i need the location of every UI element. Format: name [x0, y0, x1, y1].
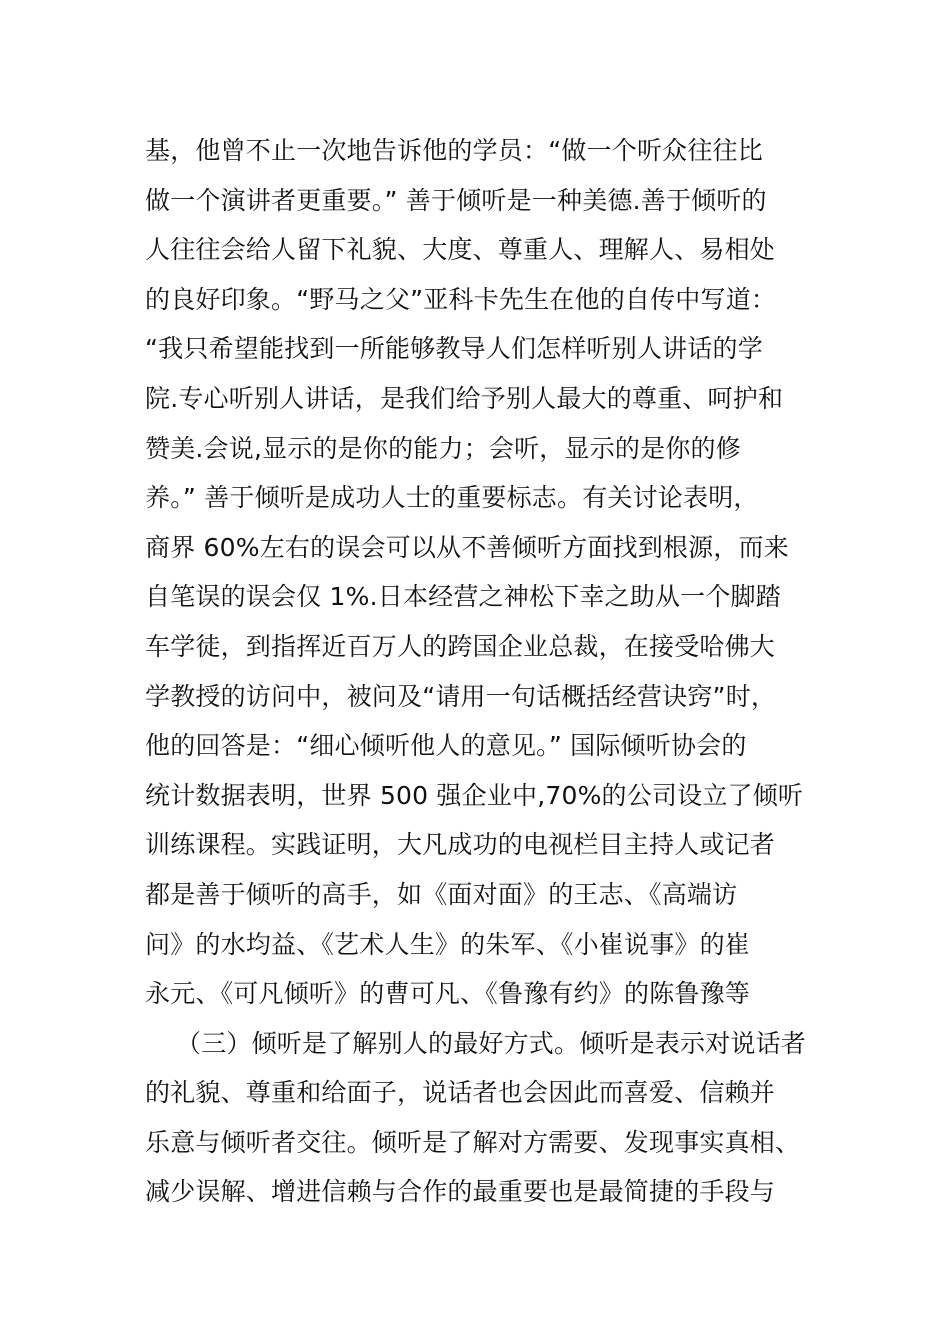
text-line: 赞美.会说,显示的是你的能力；会听，显示的是你的修	[145, 433, 741, 463]
text-line: 院.专心听别人讲话，是我们给予别人最大的尊重、呵护和	[145, 383, 784, 413]
text-line: 的良好印象。“野马之父”亚科卡先生在他的自传中写道：	[145, 284, 777, 314]
text-line: 学教授的访问中，被问及“请用一句话概括经营诀窍”时，	[145, 681, 777, 711]
text-line: 统计数据表明，世界 500 强企业中,70%的公司设立了倾听	[145, 780, 804, 810]
text-line: 人往往会给人留下礼貌、大度、尊重人、理解人、易相处	[145, 235, 776, 265]
text-line: 问》的水均益、《艺术人生》的朱军、《小崔说事》的崔	[145, 929, 751, 959]
text-line: 训练课程。实践证明，大凡成功的电视栏目主持人或记者	[145, 830, 776, 860]
text-line: 都是善于倾听的高手，如《面对面》的王志、《高端访	[145, 879, 738, 909]
text-line: 的礼貌、尊重和给面子，说话者也会因此而喜爱、信赖并	[145, 1078, 776, 1108]
text-line: 养。” 善于倾听是成功人士的重要标志。有关讨论表明，	[145, 483, 759, 513]
text-line: 永元、《可凡倾听》的曹可凡、《鲁豫有约》的陈鲁豫等	[145, 979, 751, 1009]
text-line: “我只希望能找到一所能够教导人们怎样听别人讲话的学	[145, 334, 763, 364]
text-line: 他的回答是：“细心倾听他人的意见。” 国际倾听协会的	[145, 731, 747, 761]
text-line: 乐意与倾听者交往。倾听是了解对方需要、发现事实真相、	[145, 1127, 801, 1157]
text-line: 车学徒，到指挥近百万人的跨国企业总裁，在接受哈佛大	[145, 631, 776, 661]
text-line: 商界 60%左右的误会可以从不善倾听方面找到根源，而来	[145, 532, 789, 562]
text-line: 减少误解、增进信赖与合作的最重要也是最简捷的手段与	[145, 1177, 776, 1207]
body-text	[145, 126, 825, 1217]
text-line: 做一个演讲者更重要。” 善于倾听是一种美德.善于倾听的	[145, 185, 767, 215]
text-line: 基，他曾不止一次地告诉他的学员：“做一个听众往往比	[145, 136, 763, 165]
text-line: 自笔误的误会仅 1%.日本经营之神松下幸之助从一个脚踏	[145, 582, 781, 612]
section-heading-line: （三）倾听是了解别人的最好方式。倾听是表示对说话者	[176, 1028, 807, 1058]
